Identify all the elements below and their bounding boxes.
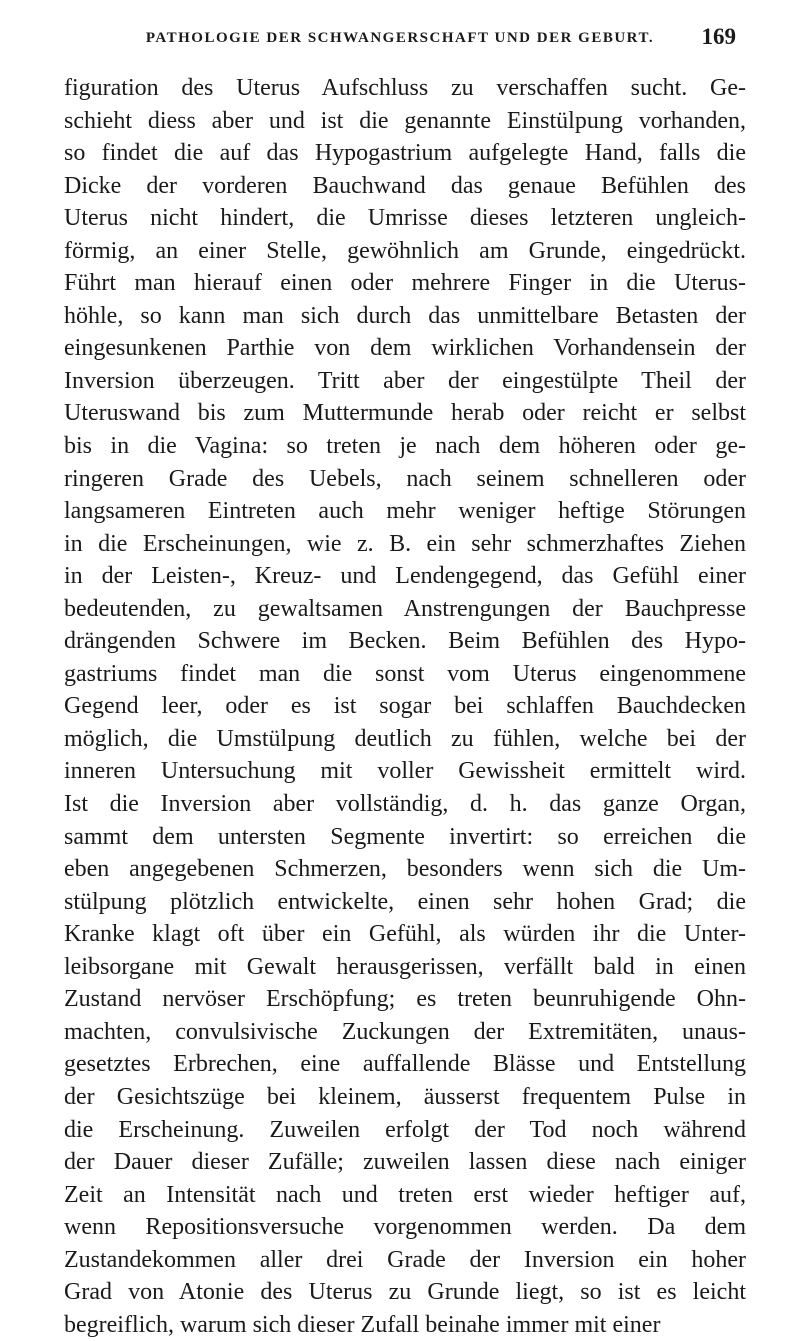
text-line: wenn Repositionsversuche vorgenommen werden. Da dem xyxy=(64,1214,746,1241)
text-line: figuration des Uterus Aufschluss zu verschaffen sucht. Ge- xyxy=(64,75,746,101)
text-line: drängenden Schwere im Becken. Beim Befühlen des Hypo- xyxy=(64,628,746,655)
text-line: in die Erscheinungen, wie z. B. ein sehr schmerzhaftes Ziehen xyxy=(64,530,746,557)
text-line: begreiflich, warum sich dieser Zufall beinahe immer mit einer xyxy=(64,1311,661,1338)
text-line: leibsorgane mit Gewalt herausgerissen, verfällt bald in einen xyxy=(64,953,746,980)
text-line: sammt dem untersten Segmente invertirt: so erreichen die xyxy=(64,823,746,850)
text-line: die Erscheinung. Zuweilen erfolgt der Tod noch während xyxy=(64,1116,746,1143)
text-line: gesetztes Erbrechen, eine auffallende Blässe und Entstellung xyxy=(64,1051,746,1078)
text-line: förmig, an einer Stelle, gewöhnlich am Grunde, eingedrückt. xyxy=(64,237,746,264)
text-line: langsameren Eintreten auch mehr weniger heftige Störungen xyxy=(64,498,746,525)
body-text xyxy=(64,72,746,1341)
text-line: Kranke klagt oft über ein Gefühl, als würden ihr die Unter- xyxy=(64,921,746,948)
text-line: Gegend leer, oder es ist sogar bei schlaffen Bauchdecken xyxy=(64,693,746,720)
text-line: eben angegebenen Schmerzen, besonders wenn sich die Um- xyxy=(64,856,746,883)
text-line: Grad von Atonie des Uterus zu Grunde liegt, so ist es leicht xyxy=(64,1279,746,1306)
text-line: Uterus nicht hindert, die Umrisse dieses letzteren ungleich- xyxy=(64,205,746,232)
text-line: ringeren Grade des Uebels, nach seinem schnelleren oder xyxy=(64,465,746,492)
text-line: Ist die Inversion aber vollständig, d. h. das ganze Organ, xyxy=(64,791,746,818)
text-line: stülpung plötzlich entwickelte, einen sehr hohen Grad; die xyxy=(64,888,746,915)
text-line: in der Leisten-, Kreuz- und Lendengegend, das Gefühl einer xyxy=(64,563,746,590)
text-line: so findet die auf das Hypogastrium aufgelegte Hand, falls die xyxy=(64,140,746,167)
page-number: 169 xyxy=(701,24,736,49)
text-line: Dicke der vorderen Bauchwand das genaue Befühlen des xyxy=(64,172,746,199)
text-line: eingesunkenen Parthie von dem wirklichen Vorhandensein der xyxy=(64,335,746,362)
text-line: höhle, so kann man sich durch das unmittelbare Betasten der xyxy=(64,302,746,329)
text-line: der Dauer dieser Zufälle; zuweilen lassen diese nach einiger xyxy=(64,1149,746,1176)
text-line: Zustandekommen aller drei Grade der Inversion ein hoher xyxy=(64,1246,746,1273)
text-line: machten, convulsivische Zuckungen der Extremitäten, unaus- xyxy=(64,1018,746,1045)
text-line: inneren Untersuchung mit voller Gewissheit ermittelt wird. xyxy=(64,758,746,785)
text-line: der Gesichtszüge bei kleinem, äusserst frequentem Pulse in xyxy=(64,1083,746,1110)
text-line: schieht diess aber und ist die genannte Einstülpung vorhanden, xyxy=(64,107,746,134)
text-line: bis in die Vagina: so treten je nach dem höheren oder ge- xyxy=(64,433,746,460)
text-line: Uteruswand bis zum Muttermunde herab oder reicht er selbst xyxy=(64,400,746,427)
text-line: Führt man hierauf einen oder mehrere Finger in die Uterus- xyxy=(64,270,746,297)
text-line: möglich, die Umstülpung deutlich zu fühlen, welche bei der xyxy=(64,725,746,752)
running-title: PATHOLOGIE DER SCHWANGERSCHAFT UND DER GEBURT. xyxy=(145,30,655,46)
text-line: Inversion überzeugen. Tritt aber der eingestülpte Theil der xyxy=(64,367,746,394)
text-line: gastriums findet man die sonst vom Uterus eingenommene xyxy=(64,660,746,687)
text-line: Zeit an Intensität nach und treten erst wieder heftiger auf, xyxy=(64,1181,746,1208)
text-line: Zustand nervöser Erschöpfung; es treten beunruhigende Ohn- xyxy=(64,986,746,1013)
text-line: bedeutenden, zu gewaltsamen Anstrengungen der Bauchpresse xyxy=(64,595,746,622)
